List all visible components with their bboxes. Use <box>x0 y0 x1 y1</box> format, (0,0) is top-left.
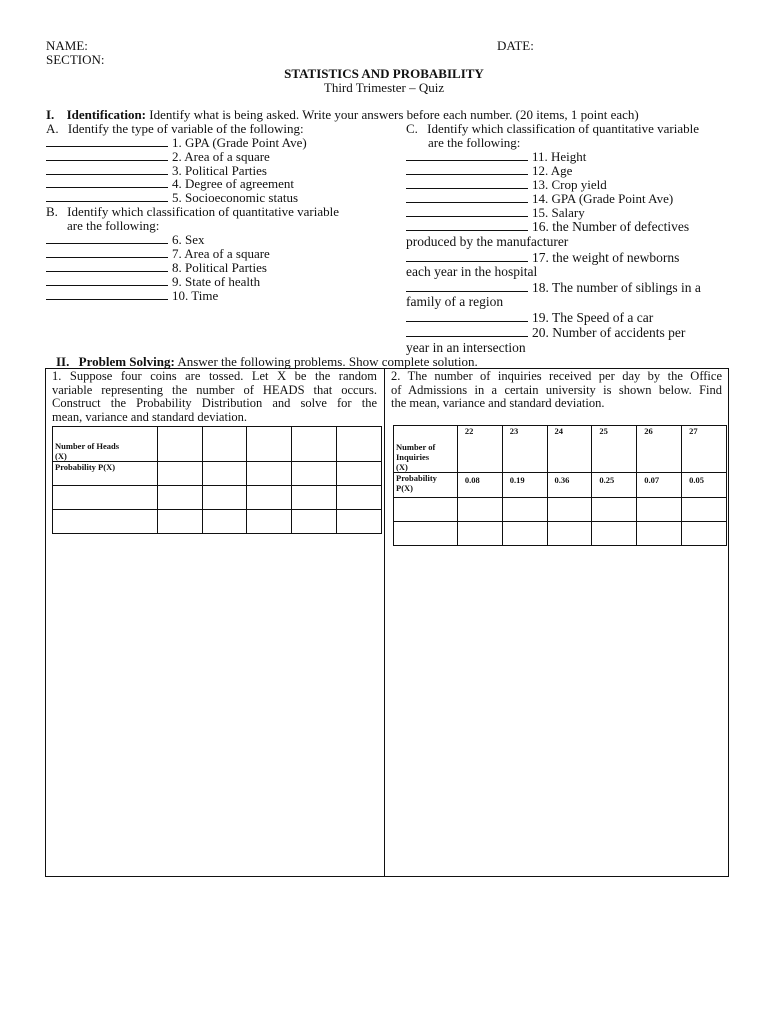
table-cell[interactable] <box>337 462 382 486</box>
item-text: 14. GPA (Grade Point Ave) <box>532 191 674 206</box>
p-value-cell: 0.19 <box>502 473 547 498</box>
list-item <box>406 220 689 234</box>
section-a-instruction: Identify the type of variable of the following: <box>67 121 304 136</box>
p-value-cell: 0.25 <box>592 473 637 498</box>
table-header-cell <box>394 473 458 498</box>
p-value-cell: 0.08 <box>457 473 502 498</box>
table-cell[interactable] <box>53 486 158 510</box>
item-text: 1. GPA (Grade Point Ave) <box>172 135 307 150</box>
table-cell[interactable] <box>53 510 158 534</box>
answer-blank[interactable] <box>46 289 168 300</box>
cell-label: Probability P(X) <box>55 462 116 472</box>
answer-blank[interactable] <box>46 191 168 202</box>
table-cell[interactable] <box>202 510 247 534</box>
table-cell[interactable] <box>592 522 637 546</box>
part2-heading-line <box>56 355 478 369</box>
table-header-cell <box>53 427 158 462</box>
answer-blank[interactable] <box>406 150 528 161</box>
section-b-heading <box>46 205 339 219</box>
item-text: 15. Salary <box>532 205 585 220</box>
item-text: 9. State of health <box>172 274 261 289</box>
table-cell[interactable] <box>292 462 337 486</box>
cell-label: (X) <box>396 462 408 472</box>
x-value-cell: 26 <box>637 426 682 473</box>
answer-blank[interactable] <box>46 233 168 244</box>
table-cell[interactable] <box>157 427 202 462</box>
section-c-instruction-cont: are the following: <box>428 135 521 150</box>
problem-line: mean, variance and standard deviation. <box>52 409 248 424</box>
list-item <box>46 275 260 289</box>
item-text: 20. Number of accidents per <box>532 325 686 340</box>
table-row <box>394 522 727 546</box>
table-row <box>53 510 382 534</box>
answer-blank[interactable] <box>406 220 528 231</box>
answer-blank[interactable] <box>46 275 168 286</box>
table-cell[interactable] <box>457 522 502 546</box>
item-text: 17. the weight of newborns <box>532 250 680 265</box>
table-cell[interactable] <box>292 427 337 462</box>
table-cell[interactable] <box>682 498 727 522</box>
item-text-cont: each year in the hospital <box>406 264 538 279</box>
section-b-instruction: Identify which classification of quantitative variable <box>67 204 339 219</box>
answer-blank[interactable] <box>406 281 528 292</box>
table-header-cell <box>53 462 158 486</box>
cell-label: Number of <box>396 442 436 452</box>
date-label: DATE: <box>497 38 534 53</box>
part1-heading-line <box>46 108 639 122</box>
list-item <box>46 233 205 247</box>
list-item <box>406 311 653 325</box>
table-cell[interactable] <box>682 522 727 546</box>
answer-blank[interactable] <box>46 164 168 175</box>
list-item <box>406 150 586 164</box>
table-cell[interactable] <box>157 510 202 534</box>
list-item <box>406 178 607 192</box>
table-cell[interactable] <box>457 498 502 522</box>
list-item <box>46 247 270 261</box>
table-cell[interactable] <box>247 486 292 510</box>
answer-blank[interactable] <box>406 311 528 322</box>
answer-blank[interactable] <box>46 177 168 188</box>
item-text: 7. Area of a square <box>172 246 270 261</box>
item-text-cont: produced by the manufacturer <box>406 234 569 249</box>
table-cell[interactable] <box>247 510 292 534</box>
item-text: 11. Height <box>532 149 587 164</box>
section-c-heading <box>406 122 699 136</box>
section-c-letter: C. <box>406 121 418 136</box>
p-value-cell: 0.05 <box>682 473 727 498</box>
problem-line: of Admissions in a certain university is shown below. Find <box>391 382 722 397</box>
table-cell[interactable] <box>502 522 547 546</box>
cell-label: P(X) <box>396 483 413 493</box>
table-cell[interactable] <box>637 522 682 546</box>
section-label: SECTION: <box>46 52 105 67</box>
item-text: 5. Socioeconomic status <box>172 190 299 205</box>
item-text: 6. Sex <box>172 232 205 247</box>
item-text: 12. Age <box>532 163 573 178</box>
problem-line: Construct the Probability Distribution and solve for the <box>52 396 377 410</box>
problem-line: variable representing the number of HEADS that occurs. <box>52 382 377 397</box>
section-a-letter: A. <box>46 121 59 136</box>
table-cell[interactable] <box>202 427 247 462</box>
answer-blank[interactable] <box>46 247 168 258</box>
list-item <box>46 289 218 303</box>
problem-line: 2. The number of inquiries received per day by the Office <box>391 369 722 383</box>
list-item <box>46 150 270 164</box>
part2-numeral: II. <box>56 354 70 369</box>
p-value-cell: 0.36 <box>547 473 592 498</box>
item-text: 2. Area of a square <box>172 149 270 164</box>
table-cell[interactable] <box>292 510 337 534</box>
cell-label: Number of Heads <box>55 441 120 451</box>
answer-blank[interactable] <box>406 326 528 337</box>
table-cell[interactable] <box>337 427 382 462</box>
table-row <box>394 498 727 522</box>
part1-instruction: Identify what is being asked. Write your answers before each number. (20 items, 1 point each) <box>146 107 639 122</box>
x-value-cell: 25 <box>592 426 637 473</box>
table-cell[interactable] <box>394 522 458 546</box>
answer-blank[interactable] <box>406 192 528 203</box>
problem-line: the mean, variance and standard deviation. <box>391 396 605 410</box>
item-text: 18. The number of siblings in a <box>532 280 701 295</box>
table-row <box>53 462 382 486</box>
section-a-heading <box>46 122 304 136</box>
table-cell[interactable] <box>202 486 247 510</box>
list-item <box>406 251 679 265</box>
x-value-cell: 27 <box>682 426 727 473</box>
page-title: STATISTICS AND PROBABILITY <box>284 66 484 81</box>
list-item <box>406 281 701 295</box>
x-value-cell: 23 <box>502 426 547 473</box>
item-text: 19. The Speed of a car <box>532 310 654 325</box>
problem1-text <box>52 370 377 424</box>
table-row <box>53 486 382 510</box>
table-cell[interactable] <box>637 498 682 522</box>
answer-blank[interactable] <box>46 150 168 161</box>
cell-label: (X) <box>55 451 67 461</box>
answer-blank[interactable] <box>406 251 528 262</box>
table-cell[interactable] <box>202 462 247 486</box>
problem2-table <box>393 425 727 546</box>
list-item <box>46 191 298 205</box>
table-header-cell <box>394 426 458 473</box>
cell-label: Inquiries <box>396 452 430 462</box>
part1-heading: Identification: <box>66 107 147 122</box>
answer-blank[interactable] <box>406 178 528 189</box>
table-cell[interactable] <box>547 498 592 522</box>
section-b-letter: B. <box>46 204 58 219</box>
x-value-cell: 24 <box>547 426 592 473</box>
list-item <box>406 206 585 220</box>
section-c-instruction: Identify which classification of quantitative variable <box>427 121 699 136</box>
table-cell[interactable] <box>157 462 202 486</box>
cell-label: Probability <box>396 473 437 483</box>
list-item <box>406 326 685 340</box>
answer-blank[interactable] <box>406 206 528 217</box>
item-text: 13. Crop yield <box>532 177 607 192</box>
table-cell[interactable] <box>157 486 202 510</box>
page-subtitle: Third Trimester – Quiz <box>323 80 445 95</box>
part2-instruction: Answer the following problems. Show complete solution. <box>174 354 478 369</box>
problem-line: 1. Suppose four coins are tossed. Let X be the random <box>52 369 377 383</box>
table-cell[interactable] <box>292 486 337 510</box>
table-cell[interactable] <box>547 522 592 546</box>
item-text: 10. Time <box>172 288 219 303</box>
table-row <box>53 427 382 462</box>
item-text: 3. Political Parties <box>172 163 267 178</box>
list-item <box>46 136 307 150</box>
p-value-cell: 0.07 <box>637 473 682 498</box>
problem1-table <box>52 426 382 534</box>
x-value-cell: 22 <box>457 426 502 473</box>
item-text: 4. Degree of agreement <box>172 176 294 191</box>
answer-blank[interactable] <box>406 164 528 175</box>
list-item <box>406 164 572 178</box>
list-item <box>46 261 267 275</box>
answer-blank[interactable] <box>46 136 168 147</box>
table-cell[interactable] <box>247 427 292 462</box>
item-text-cont: family of a region <box>406 294 504 309</box>
table-row <box>394 473 727 498</box>
table-cell[interactable] <box>502 498 547 522</box>
name-label: NAME: <box>46 38 88 53</box>
part1-numeral: I. <box>46 107 55 122</box>
problem2-text <box>391 370 722 411</box>
section-b-instruction-cont: are the following: <box>67 218 160 233</box>
table-cell[interactable] <box>394 498 458 522</box>
item-text-cont: year in an intersection <box>406 340 526 355</box>
answer-blank[interactable] <box>46 261 168 272</box>
table-cell[interactable] <box>337 510 382 534</box>
list-item <box>46 177 294 191</box>
list-item <box>406 192 673 206</box>
table-cell[interactable] <box>592 498 637 522</box>
item-text: 8. Political Parties <box>172 260 267 275</box>
item-text: 16. the Number of defectives <box>532 219 690 234</box>
table-cell[interactable] <box>247 462 292 486</box>
part2-heading: Problem Solving: <box>78 354 175 369</box>
table-row <box>394 426 727 473</box>
table-cell[interactable] <box>337 486 382 510</box>
